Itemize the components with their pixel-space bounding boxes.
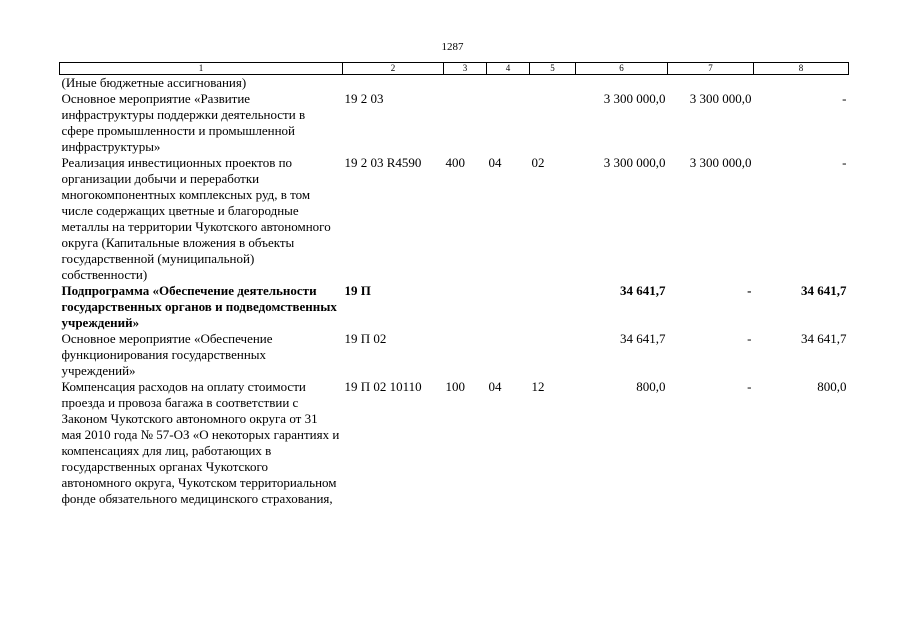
section-code: 04 <box>488 379 502 394</box>
district-amount: - <box>842 155 847 170</box>
expense-type-code <box>444 91 487 155</box>
column-number-3: 3 <box>444 63 487 75</box>
table-row <box>60 91 849 155</box>
expense-type-code <box>444 283 487 331</box>
district-amount <box>754 75 849 92</box>
table-row <box>60 155 849 283</box>
district-amount: 800,0 <box>817 379 847 394</box>
district-amount: 34 641,7 <box>801 283 847 298</box>
row-name-cell: Основное мероприятие «Развитие инфраструктуры поддержки деятельности в сфере промышленности и промышленной инфраструктуры» <box>61 91 306 154</box>
total-amount <box>576 75 668 92</box>
column-number-6: 6 <box>576 63 668 75</box>
table-row <box>60 283 849 331</box>
subsection-code <box>530 331 576 379</box>
table-row <box>60 331 849 379</box>
total-amount: 3 300 000,0 <box>603 91 666 106</box>
subsection-code <box>530 91 576 155</box>
section-code <box>487 283 530 331</box>
column-number-8: 8 <box>754 63 849 75</box>
section-code <box>487 331 530 379</box>
row-name-cell: Реализация инвестиционных проектов по организации добычи и переработки многокомпонентных комплексных руд, в том числе содержащих цветные и благородные металлы на территории Чукотского автономного округа (Капитальные вложения в объекты государственной (муниципальной) собственности) <box>61 155 331 282</box>
section-code <box>487 75 530 92</box>
target-article-code: 19 2 03 R4590 <box>344 155 422 170</box>
total-amount: 34 641,7 <box>620 331 666 346</box>
column-number-1: 1 <box>60 63 343 75</box>
column-number-2: 2 <box>343 63 444 75</box>
row-name-cell: Основное мероприятие «Обеспечение функционирования государственных учреждений» <box>61 331 273 378</box>
column-number-4: 4 <box>487 63 530 75</box>
subsection-code: 02 <box>531 155 545 170</box>
target-article-code <box>343 75 444 92</box>
expense-type-code: 400 <box>445 155 465 170</box>
federal-amount: 3 300 000,0 <box>689 91 752 106</box>
table-row <box>60 75 849 92</box>
row-name-cell: (Иные бюджетные ассигнования) <box>61 75 247 90</box>
federal-amount: - <box>747 283 752 298</box>
section-code <box>487 91 530 155</box>
total-amount: 3 300 000,0 <box>603 155 666 170</box>
federal-amount <box>668 75 754 92</box>
federal-amount: - <box>747 331 752 346</box>
federal-amount: - <box>747 379 752 394</box>
page-number: 1287 <box>441 41 464 53</box>
column-number-header <box>60 63 849 75</box>
federal-amount: 3 300 000,0 <box>689 155 752 170</box>
expense-type-code: 100 <box>445 379 465 394</box>
expense-type-code <box>444 75 487 92</box>
column-number-5: 5 <box>530 63 576 75</box>
target-article-code: 19 П 02 10110 <box>344 379 422 394</box>
expense-type-code <box>444 331 487 379</box>
budget-table <box>59 62 849 507</box>
district-amount: 34 641,7 <box>801 331 847 346</box>
total-amount: 34 641,7 <box>620 283 666 298</box>
section-code: 04 <box>488 155 502 170</box>
target-article-code: 19 П 02 <box>344 331 387 346</box>
target-article-code: 19 П <box>344 283 371 298</box>
district-amount: - <box>842 91 847 106</box>
subsection-code: 12 <box>531 379 545 394</box>
column-number-7: 7 <box>668 63 754 75</box>
target-article-code: 19 2 03 <box>344 91 384 106</box>
table-row <box>60 379 849 507</box>
row-name-cell: Компенсация расходов на оплату стоимости проезда и провоза багажа в соответствии с Законом Чукотского автономного округа от 31 мая 2010 года № 57-ОЗ «О некоторых гарантиях и компенсациях для лиц, работающих в государственных органах Чукотского автономного округа, Чукотском территориальном фонде обязательного медицинского страхования, <box>61 379 340 506</box>
total-amount: 800,0 <box>636 379 666 394</box>
subsection-code <box>530 75 576 92</box>
subsection-code <box>530 283 576 331</box>
row-name-cell: Подпрограмма «Обеспечение деятельности государственных органов и подведомственных учреждений» <box>61 283 337 330</box>
